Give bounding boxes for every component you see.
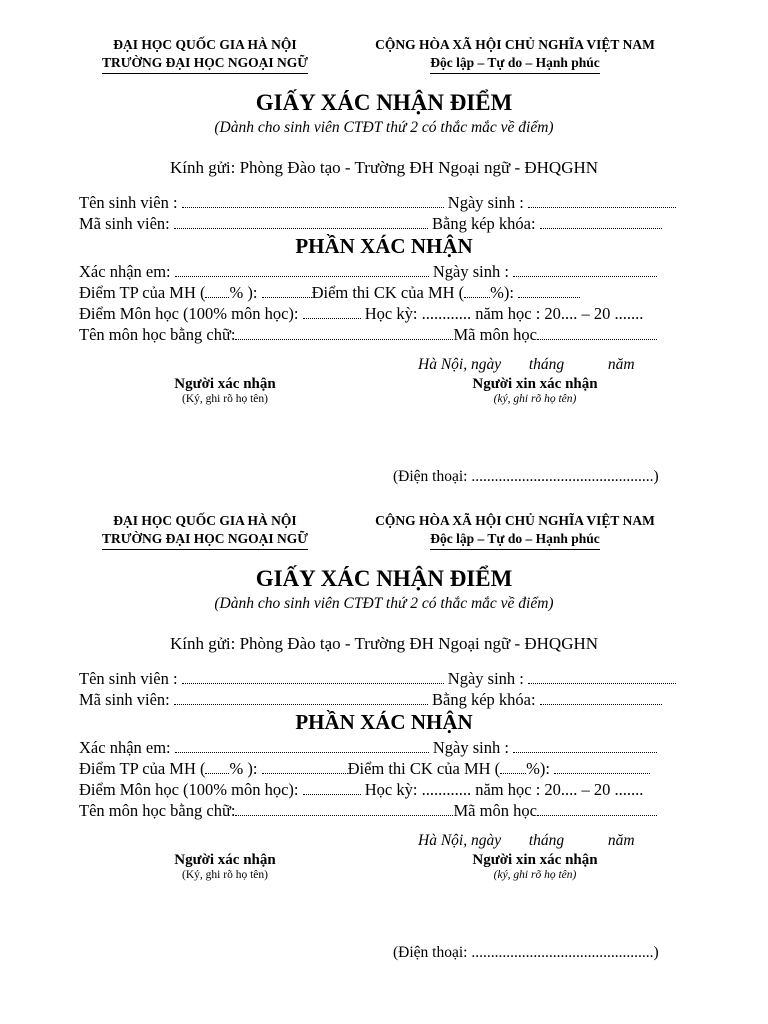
- student-name-field[interactable]: [182, 669, 444, 684]
- birthdate-field[interactable]: [528, 193, 676, 208]
- document-subtitle: (Dành cho sinh viên CTĐT thứ 2 có thắc mắc về điểm): [214, 595, 554, 612]
- final-exam-field[interactable]: [554, 759, 650, 774]
- course-score-row: [79, 303, 689, 324]
- course-name-field[interactable]: [235, 801, 453, 816]
- course-score-label: Điểm Môn học (100% môn học):: [79, 780, 299, 799]
- place-year: năm: [607, 832, 635, 849]
- student-id-label: Mã sinh viên:: [79, 214, 170, 233]
- component-score-field[interactable]: [262, 283, 312, 298]
- course-name-row: [79, 324, 689, 345]
- semester-line: Học kỳ: ............ năm học : 20.... – 20 .......: [364, 304, 644, 323]
- motto: Độc lập – Tự do – Hạnh phúc: [430, 54, 600, 74]
- confirm-birthdate-label: Ngày sinh :: [432, 738, 509, 757]
- school-name: TRƯỜNG ĐẠI HỌC NGOẠI NGỮ: [102, 530, 308, 550]
- header-right: [350, 36, 680, 74]
- signature-confirmer: [145, 852, 305, 881]
- requester-title: Người xin xác nhận: [472, 852, 598, 868]
- student-name-row: [79, 668, 689, 689]
- confirm-student-row: [79, 261, 689, 282]
- place-date: [418, 356, 635, 374]
- section-title: PHẦN XÁC NHẬN: [295, 234, 473, 258]
- component-percent-field[interactable]: [205, 283, 229, 298]
- place-date: [418, 832, 635, 850]
- course-code-label: Mã môn học: [453, 801, 537, 820]
- final-percent-field[interactable]: [464, 283, 490, 298]
- final-exam-label: Điểm thi CK của MH (: [311, 283, 465, 302]
- student-id-field[interactable]: [174, 214, 428, 229]
- course-score-field[interactable]: [303, 304, 361, 319]
- place-year: năm: [607, 356, 635, 373]
- confirm-student-field[interactable]: [175, 262, 429, 277]
- final-percent-suffix: %):: [490, 283, 514, 302]
- student-name-label: Tên sinh viên :: [79, 193, 178, 212]
- header-left: [80, 36, 330, 74]
- confirmer-title: Người xác nhận: [174, 852, 276, 868]
- recipient-line: Kính gửi: Phòng Đào tạo - Trường ĐH Ngoại ngữ - ĐHQGHN: [169, 158, 599, 177]
- document-subtitle: (Dành cho sinh viên CTĐT thứ 2 có thắc mắc về điểm): [214, 119, 554, 136]
- confirm-student-row: [79, 737, 689, 758]
- confirm-birthdate-field[interactable]: [513, 262, 657, 277]
- confirm-student-label: Xác nhận em:: [79, 738, 171, 757]
- confirmer-note: (Ký, ghi rõ họ tên): [182, 869, 268, 881]
- course-name-label: Tên môn học bằng chữ:: [79, 801, 236, 820]
- motto: Độc lập – Tự do – Hạnh phúc: [430, 530, 600, 550]
- component-score-label: Điểm TP của MH (: [79, 283, 206, 302]
- confirm-birthdate-label: Ngày sinh :: [432, 262, 509, 281]
- student-id-field[interactable]: [174, 690, 428, 705]
- student-name-field[interactable]: [182, 193, 444, 208]
- country-name: CỘNG HÒA XÃ HỘI CHỦ NGHĨA VIỆT NAM: [375, 513, 655, 528]
- double-degree-field[interactable]: [540, 690, 662, 705]
- final-exam-label: Điểm thi CK của MH (: [347, 759, 501, 778]
- header-right: [350, 512, 680, 550]
- double-degree-field[interactable]: [540, 214, 662, 229]
- student-name-label: Tên sinh viên :: [79, 669, 178, 688]
- confirm-birthdate-field[interactable]: [513, 738, 657, 753]
- place-month: tháng: [528, 356, 565, 373]
- course-score-field[interactable]: [303, 780, 361, 795]
- component-percent-field[interactable]: [205, 759, 229, 774]
- student-name-row: [79, 192, 689, 213]
- university-name: ĐẠI HỌC QUỐC GIA HÀ NỘI: [113, 37, 297, 52]
- course-name-row: [79, 800, 689, 821]
- component-score-row: [79, 282, 689, 303]
- component-percent-suffix: % ):: [229, 759, 258, 778]
- component-score-row: [79, 758, 689, 779]
- phone-line: (Điện thoại: ...............................................): [393, 944, 659, 961]
- student-id-row: [79, 689, 689, 710]
- university-name: ĐẠI HỌC QUỐC GIA HÀ NỘI: [113, 513, 297, 528]
- section-title: PHẦN XÁC NHẬN: [295, 710, 473, 734]
- form-copy-1: [0, 36, 768, 512]
- confirmer-title: Người xác nhận: [174, 376, 276, 392]
- student-id-row: [79, 213, 689, 234]
- final-percent-suffix: %):: [526, 759, 550, 778]
- double-degree-label: Bằng kép khóa:: [432, 214, 536, 233]
- school-name: TRƯỜNG ĐẠI HỌC NGOẠI NGỮ: [102, 54, 308, 74]
- form-copy-2: [0, 512, 768, 988]
- student-id-label: Mã sinh viên:: [79, 690, 170, 709]
- course-score-label: Điểm Môn học (100% môn học):: [79, 304, 299, 323]
- confirmer-note: (Ký, ghi rõ họ tên): [182, 393, 268, 405]
- birthdate-field[interactable]: [528, 669, 676, 684]
- double-degree-label: Bằng kép khóa:: [432, 690, 536, 709]
- header-left: [80, 512, 330, 550]
- final-exam-field[interactable]: [518, 283, 580, 298]
- course-code-label: Mã môn học: [453, 325, 537, 344]
- course-name-field[interactable]: [235, 325, 453, 340]
- course-code-field[interactable]: [537, 801, 657, 816]
- component-score-field[interactable]: [262, 759, 348, 774]
- country-name: CỘNG HÒA XÃ HỘI CHỦ NGHĨA VIỆT NAM: [375, 37, 655, 52]
- final-percent-field[interactable]: [500, 759, 526, 774]
- component-score-label: Điểm TP của MH (: [79, 759, 206, 778]
- birthdate-label: Ngày sinh :: [447, 193, 524, 212]
- place-city-day: Hà Nội, ngày: [418, 832, 502, 849]
- semester-line: Học kỳ: ............ năm học : 20.... – 20 .......: [364, 780, 644, 799]
- confirm-student-field[interactable]: [175, 738, 429, 753]
- course-name-label: Tên môn học bằng chữ:: [79, 325, 236, 344]
- signature-requester: [450, 852, 620, 881]
- document-title: GIẤY XÁC NHẬN ĐIỂM: [255, 90, 513, 115]
- course-code-field[interactable]: [537, 325, 657, 340]
- phone-line: (Điện thoại: ...............................................): [393, 468, 659, 485]
- requester-note: (ký, ghi rõ họ tên): [493, 393, 577, 405]
- course-score-row: [79, 779, 689, 800]
- signature-requester: [450, 376, 620, 405]
- requester-note: (ký, ghi rõ họ tên): [493, 869, 577, 881]
- requester-title: Người xin xác nhận: [472, 376, 598, 392]
- confirm-student-label: Xác nhận em:: [79, 262, 171, 281]
- place-city-day: Hà Nội, ngày: [418, 356, 502, 373]
- recipient-line: Kính gửi: Phòng Đào tạo - Trường ĐH Ngoại ngữ - ĐHQGHN: [169, 634, 599, 653]
- birthdate-label: Ngày sinh :: [447, 669, 524, 688]
- place-month: tháng: [528, 832, 565, 849]
- component-percent-suffix: % ):: [229, 283, 258, 302]
- document-title: GIẤY XÁC NHẬN ĐIỂM: [255, 566, 513, 591]
- signature-confirmer: [145, 376, 305, 405]
